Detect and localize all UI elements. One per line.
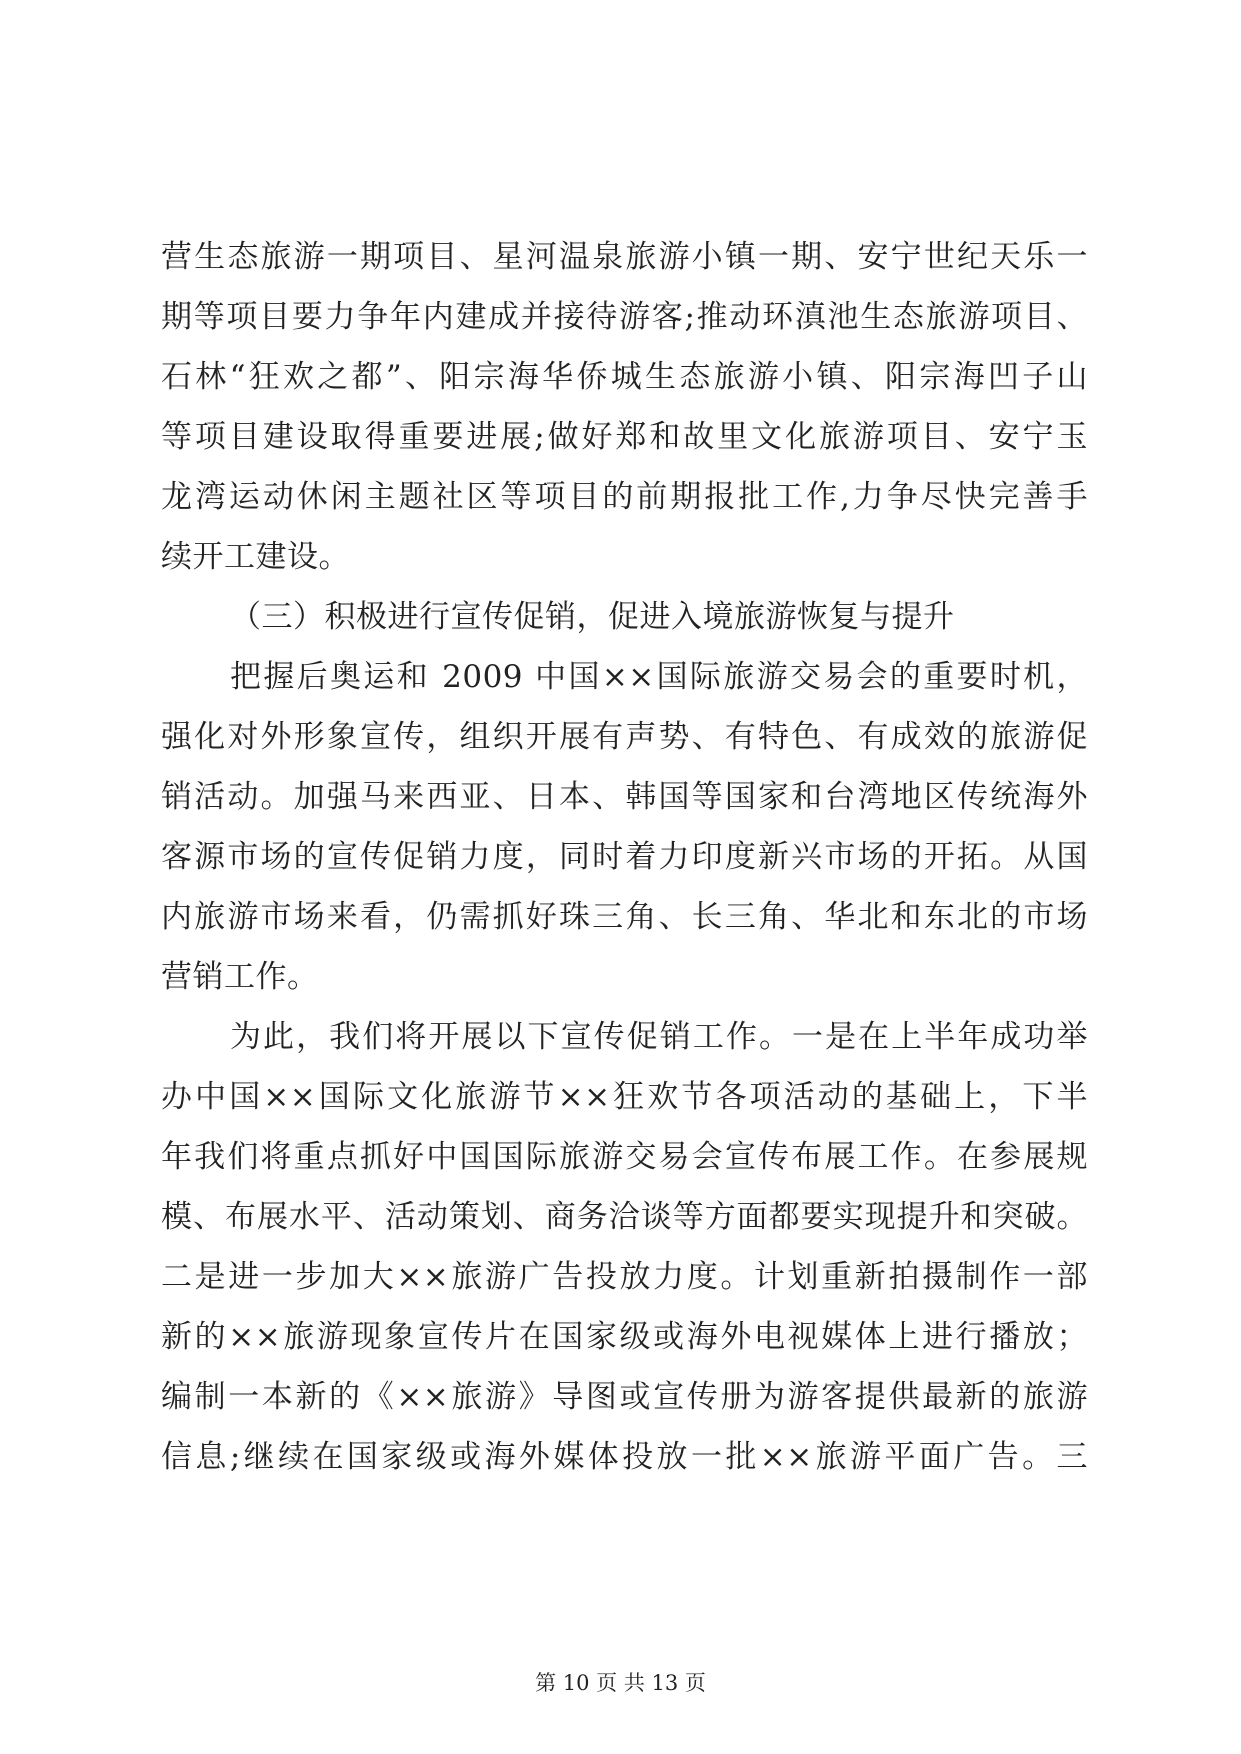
- text-line: 客源市场的宣传促销力度，同时着力印度新兴市场的开拓。从国: [161, 839, 1088, 875]
- text-line: 期等项目要力争年内建成并接待游客;推动环滇池生态旅游项目、: [161, 299, 1088, 335]
- text-line: 模、布展水平、活动策划、商务洽谈等方面都要实现提升和突破。: [161, 1199, 1088, 1235]
- text-line: 新的××旅游现象宣传片在国家级或海外电视媒体上进行播放；: [161, 1319, 1088, 1355]
- text-line: 续开工建设。: [161, 539, 350, 575]
- text-line: 销活动。加强马来西亚、日本、韩国等国家和台湾地区传统海外: [161, 779, 1088, 815]
- text-line: 信息;继续在国家级或海外媒体投放一批××旅游平面广告。三: [161, 1439, 1088, 1475]
- page-number-footer: 第 10 页 共 13 页: [535, 1671, 706, 1695]
- section-heading: （三）积极进行宣传促销，促进入境旅游恢复与提升: [230, 599, 955, 635]
- text-line: 营生态旅游一期项目、星河温泉旅游小镇一期、安宁世纪天乐一: [161, 239, 1088, 275]
- text-line: 二是进一步加大××旅游广告投放力度。计划重新拍摄制作一部: [161, 1259, 1088, 1295]
- text-line: 石林“狂欢之都”、阳宗海华侨城生态旅游小镇、阳宗海凹子山: [161, 359, 1088, 395]
- text-line: 强化对外形象宣传，组织开展有声势、有特色、有成效的旅游促: [161, 719, 1088, 755]
- text-line: 编制一本新的《××旅游》导图或宣传册为游客提供最新的旅游: [161, 1379, 1088, 1415]
- text-line: 办中国××国际文化旅游节××狂欢节各项活动的基础上，下半: [161, 1079, 1088, 1115]
- paragraph-first-line: 把握后奥运和 2009 中国××国际旅游交易会的重要时机，: [230, 659, 1088, 695]
- text-line: 年我们将重点抓好中国国际旅游交易会宣传布展工作。在参展规: [161, 1139, 1088, 1175]
- text-line: 营销工作。: [161, 959, 319, 995]
- text-line: 龙湾运动休闲主题社区等项目的前期报批工作,力争尽快完善手: [161, 479, 1088, 515]
- body-text: [161, 227, 1088, 1487]
- text-line: 等项目建设取得重要进展;做好郑和故里文化旅游项目、安宁玉: [161, 419, 1088, 455]
- text-line: 内旅游市场来看，仍需抓好珠三角、长三角、华北和东北的市场: [161, 899, 1088, 935]
- paragraph-first-line: 为此，我们将开展以下宣传促销工作。一是在上半年成功举: [230, 1019, 1088, 1055]
